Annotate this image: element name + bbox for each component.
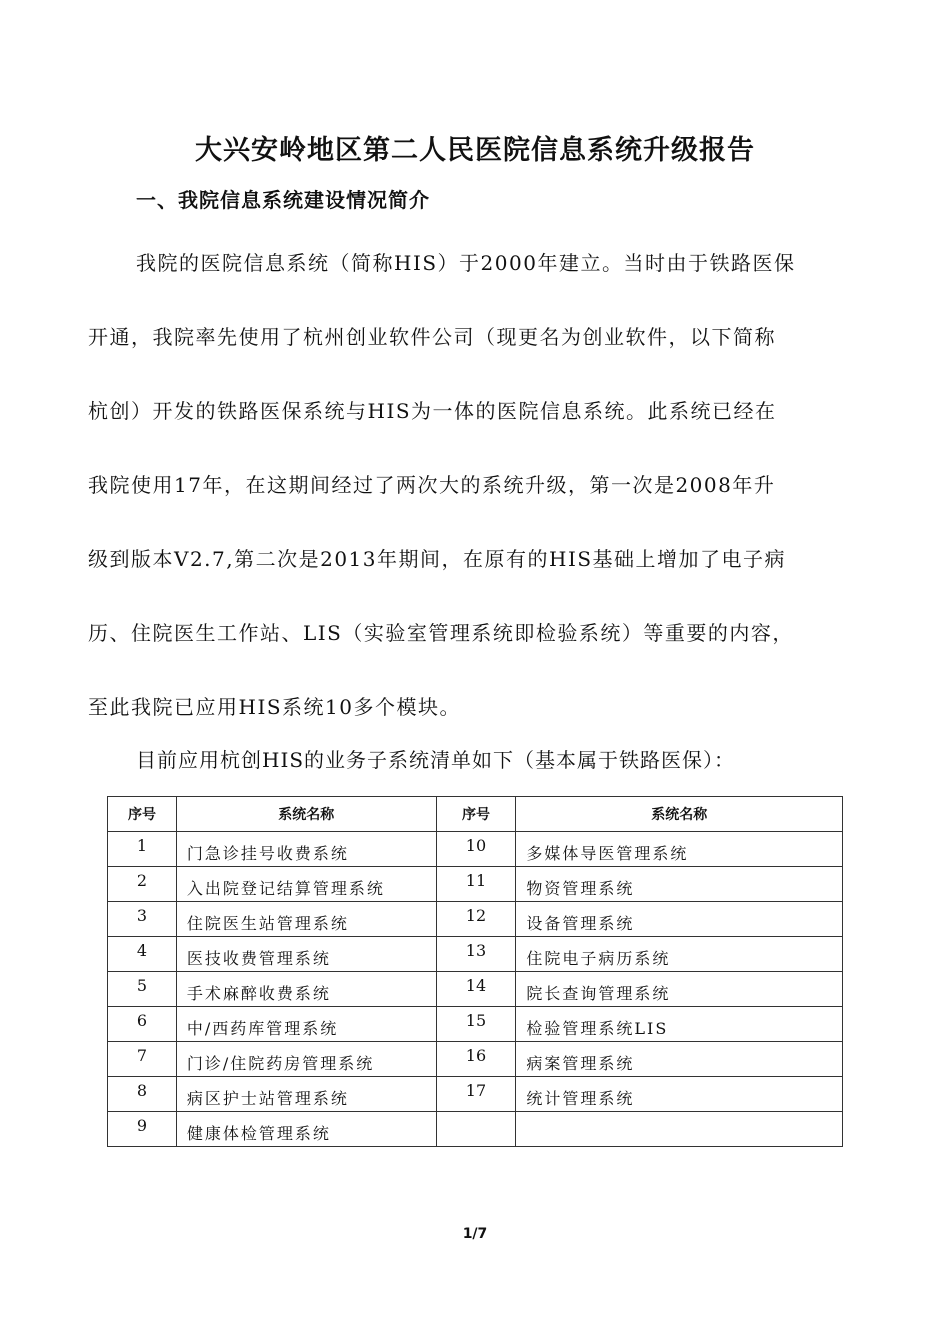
- row-number: 5: [108, 972, 177, 1007]
- table-row: [108, 902, 843, 937]
- table-intro: 目前应用杭创HIS的业务子系统清单如下（基本属于铁路医保）：: [136, 748, 736, 772]
- system-name: 病区护士站管理系统: [176, 1077, 436, 1112]
- paragraph-line: 级到版本V2.7,第二次是2013年期间，在原有的HIS基础上增加了电子病: [88, 547, 787, 571]
- row-number: 13: [436, 937, 516, 972]
- table-row: [108, 1007, 843, 1042]
- row-number: 3: [108, 902, 177, 937]
- row-number: 8: [108, 1077, 177, 1112]
- table-row: [108, 1077, 843, 1112]
- system-name: 手术麻醉收费系统: [176, 972, 436, 1007]
- row-number: 15: [436, 1007, 516, 1042]
- table-row: [108, 867, 843, 902]
- subsystem-table: [107, 796, 843, 1147]
- paragraph-line: 开通，我院率先使用了杭州创业软件公司（现更名为创业软件，以下简称: [88, 325, 776, 349]
- row-number: 10: [436, 832, 516, 867]
- intro-paragraph: [88, 226, 880, 744]
- row-number: 4: [108, 937, 177, 972]
- row-number: [436, 1112, 516, 1147]
- paragraph-line: 我院使用17年，在这期间经过了两次大的系统升级，第一次是2008年升: [88, 473, 776, 497]
- header-no-left: 序号: [108, 797, 177, 832]
- paragraph-line: 杭创）开发的铁路医保系统与HIS为一体的医院信息系统。此系统已经在: [88, 399, 777, 423]
- row-number: 12: [436, 902, 516, 937]
- row-number: 16: [436, 1042, 516, 1077]
- row-number: 9: [108, 1112, 177, 1147]
- system-name: 院长查询管理系统: [516, 972, 843, 1007]
- row-number: 11: [436, 867, 516, 902]
- system-name: 门急诊挂号收费系统: [176, 832, 436, 867]
- table-row: [108, 937, 843, 972]
- table-row: [108, 972, 843, 1007]
- paragraph-line: 至此我院已应用HIS系统10多个模块。: [88, 695, 461, 719]
- system-name: [516, 1112, 843, 1147]
- system-name: 中/西药库管理系统: [176, 1007, 436, 1042]
- system-name: 统计管理系统: [516, 1077, 843, 1112]
- system-name: 门诊/住院药房管理系统: [176, 1042, 436, 1077]
- system-name: 住院电子病历系统: [516, 937, 843, 972]
- system-name: 检验管理系统LIS: [516, 1007, 843, 1042]
- table-header-row: [108, 797, 843, 832]
- system-name: 多媒体导医管理系统: [516, 832, 843, 867]
- system-name: 住院医生站管理系统: [176, 902, 436, 937]
- page-number: 1/7: [462, 1226, 488, 1242]
- paragraph-line: 我院的医院信息系统（简称HIS）于2000年建立。当时由于铁路医保: [136, 251, 796, 275]
- row-number: 1: [108, 832, 177, 867]
- table-row: [108, 1112, 843, 1147]
- header-name-right: 系统名称: [516, 797, 843, 832]
- system-name: 医技收费管理系统: [176, 937, 436, 972]
- header-no-right: 序号: [436, 797, 516, 832]
- system-name: 物资管理系统: [516, 867, 843, 902]
- section-heading: 一、我院信息系统建设情况简介: [136, 188, 430, 212]
- system-name: 健康体检管理系统: [176, 1112, 436, 1147]
- system-name: 入出院登记结算管理系统: [176, 867, 436, 902]
- row-number: 17: [436, 1077, 516, 1112]
- document-title: 大兴安岭地区第二人民医院信息系统升级报告: [195, 135, 755, 166]
- paragraph-line: 历、住院医生工作站、LIS（实验室管理系统即检验系统）等重要的内容，: [88, 621, 794, 645]
- table-row: [108, 1042, 843, 1077]
- row-number: 7: [108, 1042, 177, 1077]
- row-number: 14: [436, 972, 516, 1007]
- header-name-left: 系统名称: [176, 797, 436, 832]
- system-name: 病案管理系统: [516, 1042, 843, 1077]
- table-row: [108, 832, 843, 867]
- system-name: 设备管理系统: [516, 902, 843, 937]
- row-number: 6: [108, 1007, 177, 1042]
- row-number: 2: [108, 867, 177, 902]
